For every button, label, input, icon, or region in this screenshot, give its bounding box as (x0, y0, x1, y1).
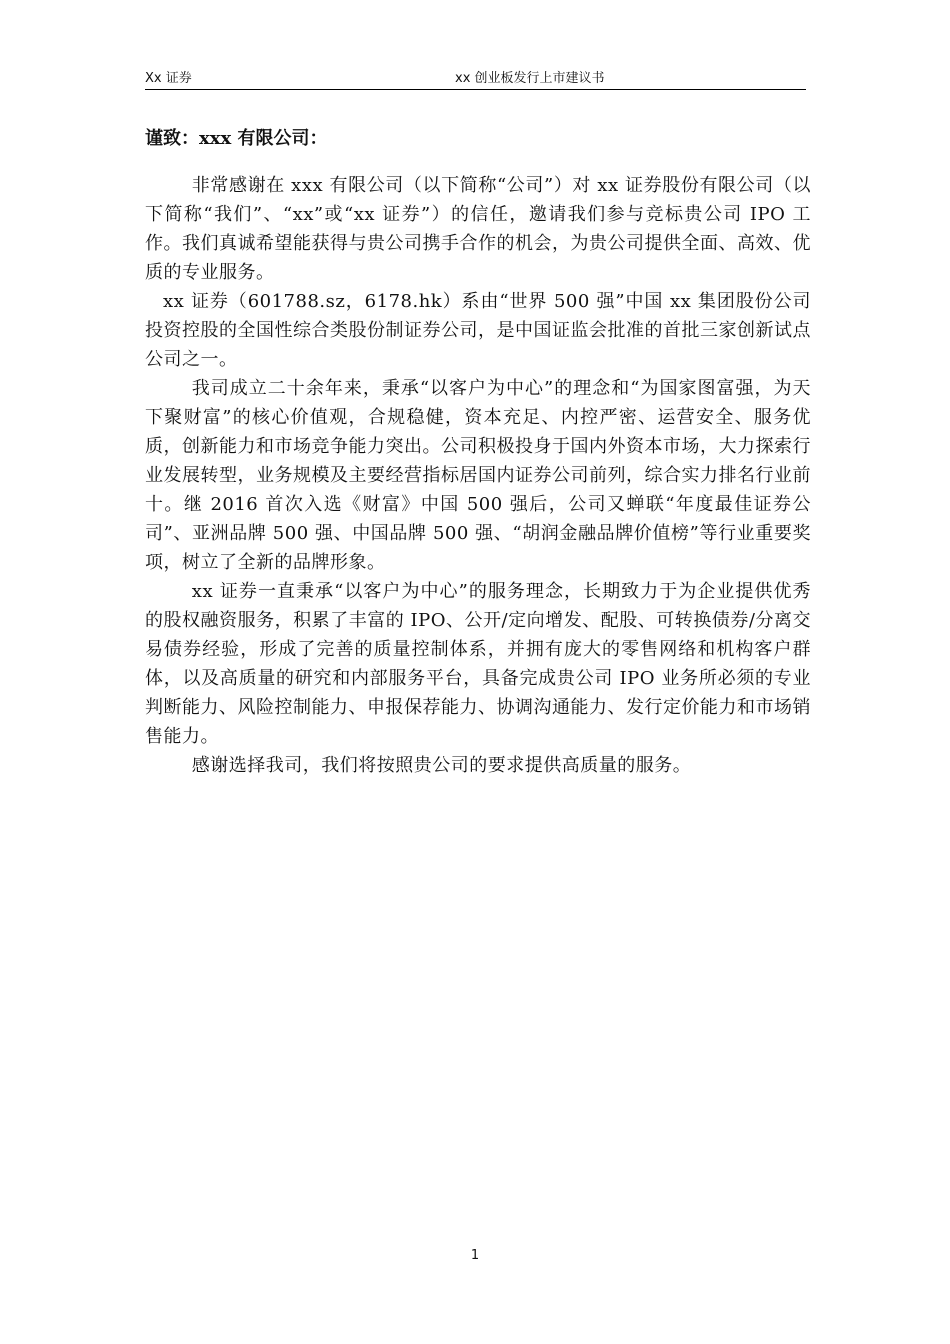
header-document-title: xx 创业板发行上市建议书 (455, 71, 605, 86)
letter-body (145, 171, 811, 780)
header-divider (145, 89, 806, 90)
letter-paragraph: xx 证券（601788.sz，6178.hk）系由“世界 500 强”中国 xx 集团股份公司投资控股的全国性综合类股份制证券公司，是中国证监会批准的首批三家创新试点公司之一。 (145, 291, 811, 370)
page-header (145, 69, 806, 89)
letter-paragraph: xx 证券一直秉承“以客户为中心”的服务理念，长期致力于为企业提供优秀的股权融资服务，积累了丰富的 IPO、公开/定向增发、配股、可转换债券/分离交易债券经验，形成了完善的质量控制体系，并拥有庞大的零售网络和机构客户群体，以及高质量的研究和内部服务平台，具备完成贵公司 IPO 业务所必须的专业判断能力、风险控制能力、申报保荐能力、协调沟通能力、发行定价能力和市场销售能力。 (145, 581, 811, 747)
letter-salutation: 谨致：xxx 有限公司： (145, 128, 328, 149)
letter-paragraph: 感谢选择我司，我们将按照贵公司的要求提供高质量的服务。 (191, 755, 692, 776)
page-number: 1 (470, 1248, 480, 1263)
letter-paragraph: 非常感谢在 xxx 有限公司（以下简称“公司”）对 xx 证券股份有限公司（以下简称“我们”、“xx”或“xx 证券”）的信任，邀请我们参与竞标贵公司 IPO 工作。我们真诚希望能获得与贵公司携手合作的机会，为贵公司提供全面、高效、优质的专业服务。 (145, 175, 811, 283)
letter-paragraph: 我司成立二十余年来，秉承“以客户为中心”的理念和“为国家图富强，为天下聚财富”的核心价值观，合规稳健，资本充足、内控严密、运营安全、服务优质，创新能力和市场竞争能力突出。公司积极投身于国内外资本市场，大力探索行业发展转型，业务规模及主要经营指标居国内证券公司前列，综合实力排名行业前十。继 2016 首次入选《财富》中国 500 强后，公司又蝉联“年度最佳证券公司”、亚洲品牌 500 强、中国品牌 500 强、“胡润金融品牌价值榜”等行业重要奖项，树立了全新的品牌形象。 (145, 378, 811, 573)
header-company-name: Xx 证券 (145, 71, 192, 86)
